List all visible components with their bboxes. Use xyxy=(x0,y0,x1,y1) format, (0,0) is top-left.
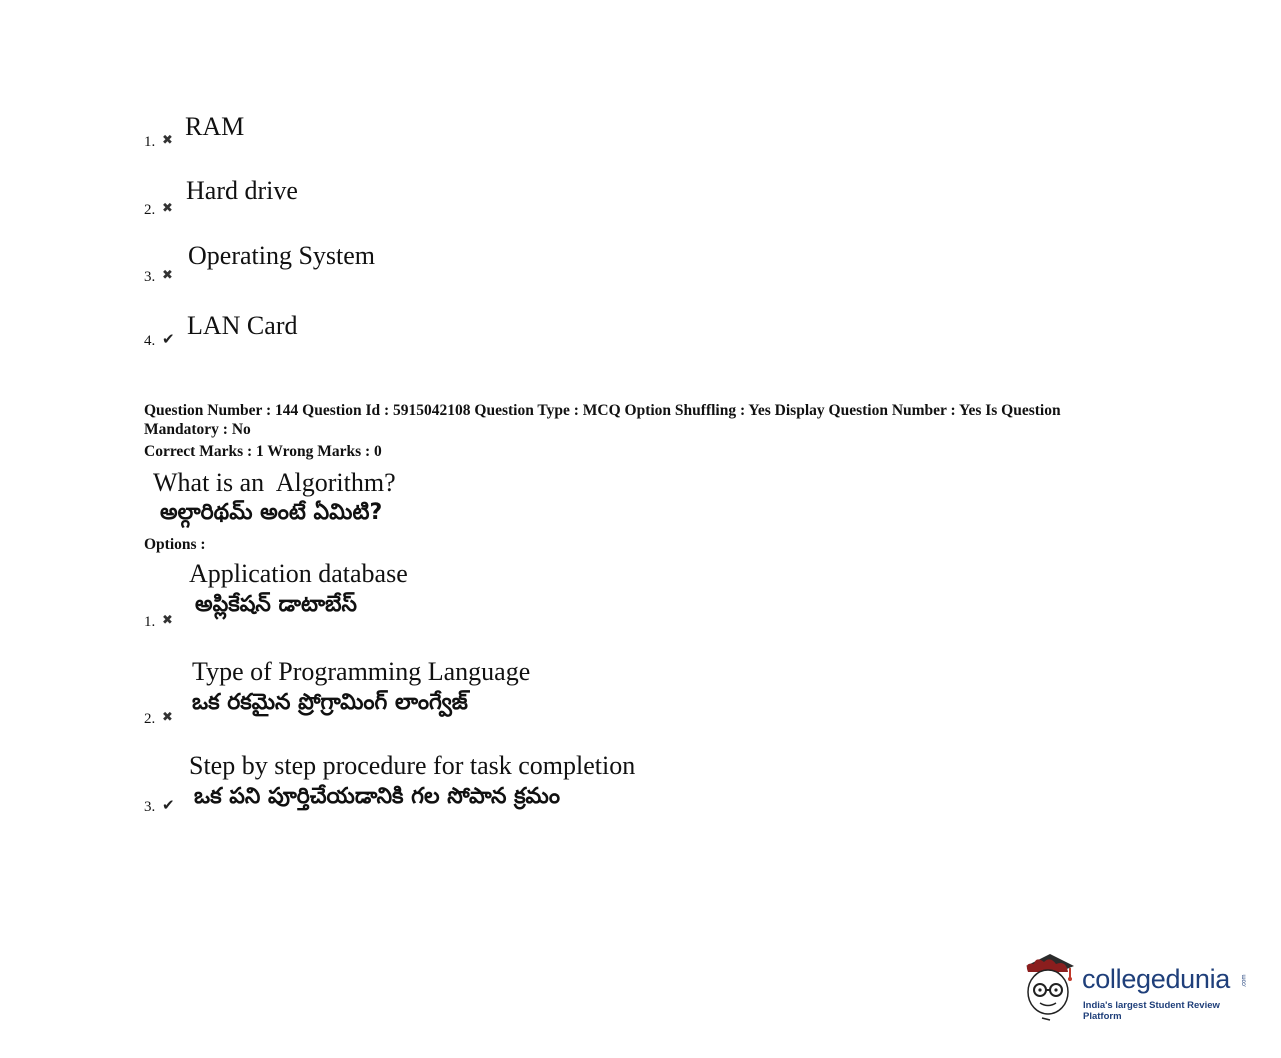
option-text-english: Application database xyxy=(189,559,408,588)
brand-suffix: .com xyxy=(1241,974,1248,988)
option-text-telugu: ఒక పని పూర్తిచేయడానికి గల సోపాన క్రమం xyxy=(194,784,560,809)
wrong-mark-icon: ✖ xyxy=(162,200,173,215)
wrong-mark-icon: ✖ xyxy=(162,709,173,724)
wrong-mark-icon: ✖ xyxy=(162,267,173,282)
collegedunia-watermark xyxy=(1020,950,1260,1025)
question-text-telugu: అల్గారిథమ్ అంటే ఏమిటి? xyxy=(160,500,383,525)
question-text-english: What is an Algorithm? xyxy=(153,468,396,497)
brand-tagline: India's largest Student Review Platform xyxy=(1083,1000,1220,1022)
question-marks: Correct Marks : 1 Wrong Marks : 0 xyxy=(144,443,382,460)
option-text: LAN Card xyxy=(187,311,298,340)
mascot-logo-icon xyxy=(1020,950,1082,1025)
option-number: 4. xyxy=(144,333,156,349)
option-text-telugu: అప్లికేషన్ డాటాబేస్ xyxy=(195,592,357,617)
question-mandatory: Mandatory : No xyxy=(144,421,251,438)
option-text: Hard drive xyxy=(186,176,298,205)
option-text-english: Step by step procedure for task completion xyxy=(189,751,636,780)
option-number: 1. xyxy=(144,134,156,150)
correct-check-icon: ✔ xyxy=(162,332,175,348)
wrong-mark-icon: ✖ xyxy=(162,132,173,147)
option-text: Operating System xyxy=(188,241,376,270)
wrong-mark-icon: ✖ xyxy=(162,612,173,627)
option-number: 1. xyxy=(144,614,156,630)
question-meta: Question Number : 144 Question Id : 5915042108 Question Type : MCQ Option Shuffling : Yes Display Question Number : Yes Is Question xyxy=(144,402,1061,419)
brand-name: collegedunia xyxy=(1082,964,1231,994)
option-number: 3. xyxy=(144,269,156,285)
option-number: 2. xyxy=(144,711,156,727)
option-text: RAM xyxy=(185,112,245,141)
option-text-telugu: ఒక రకమైన ప్రోగ్రామింగ్ లాంగ్వేజ్ xyxy=(192,690,468,715)
option-number: 3. xyxy=(144,799,156,815)
option-text-english: Type of Programming Language xyxy=(192,657,531,686)
option-number: 2. xyxy=(144,202,156,218)
correct-check-icon: ✔ xyxy=(162,798,175,814)
options-label: Options : xyxy=(144,536,206,553)
